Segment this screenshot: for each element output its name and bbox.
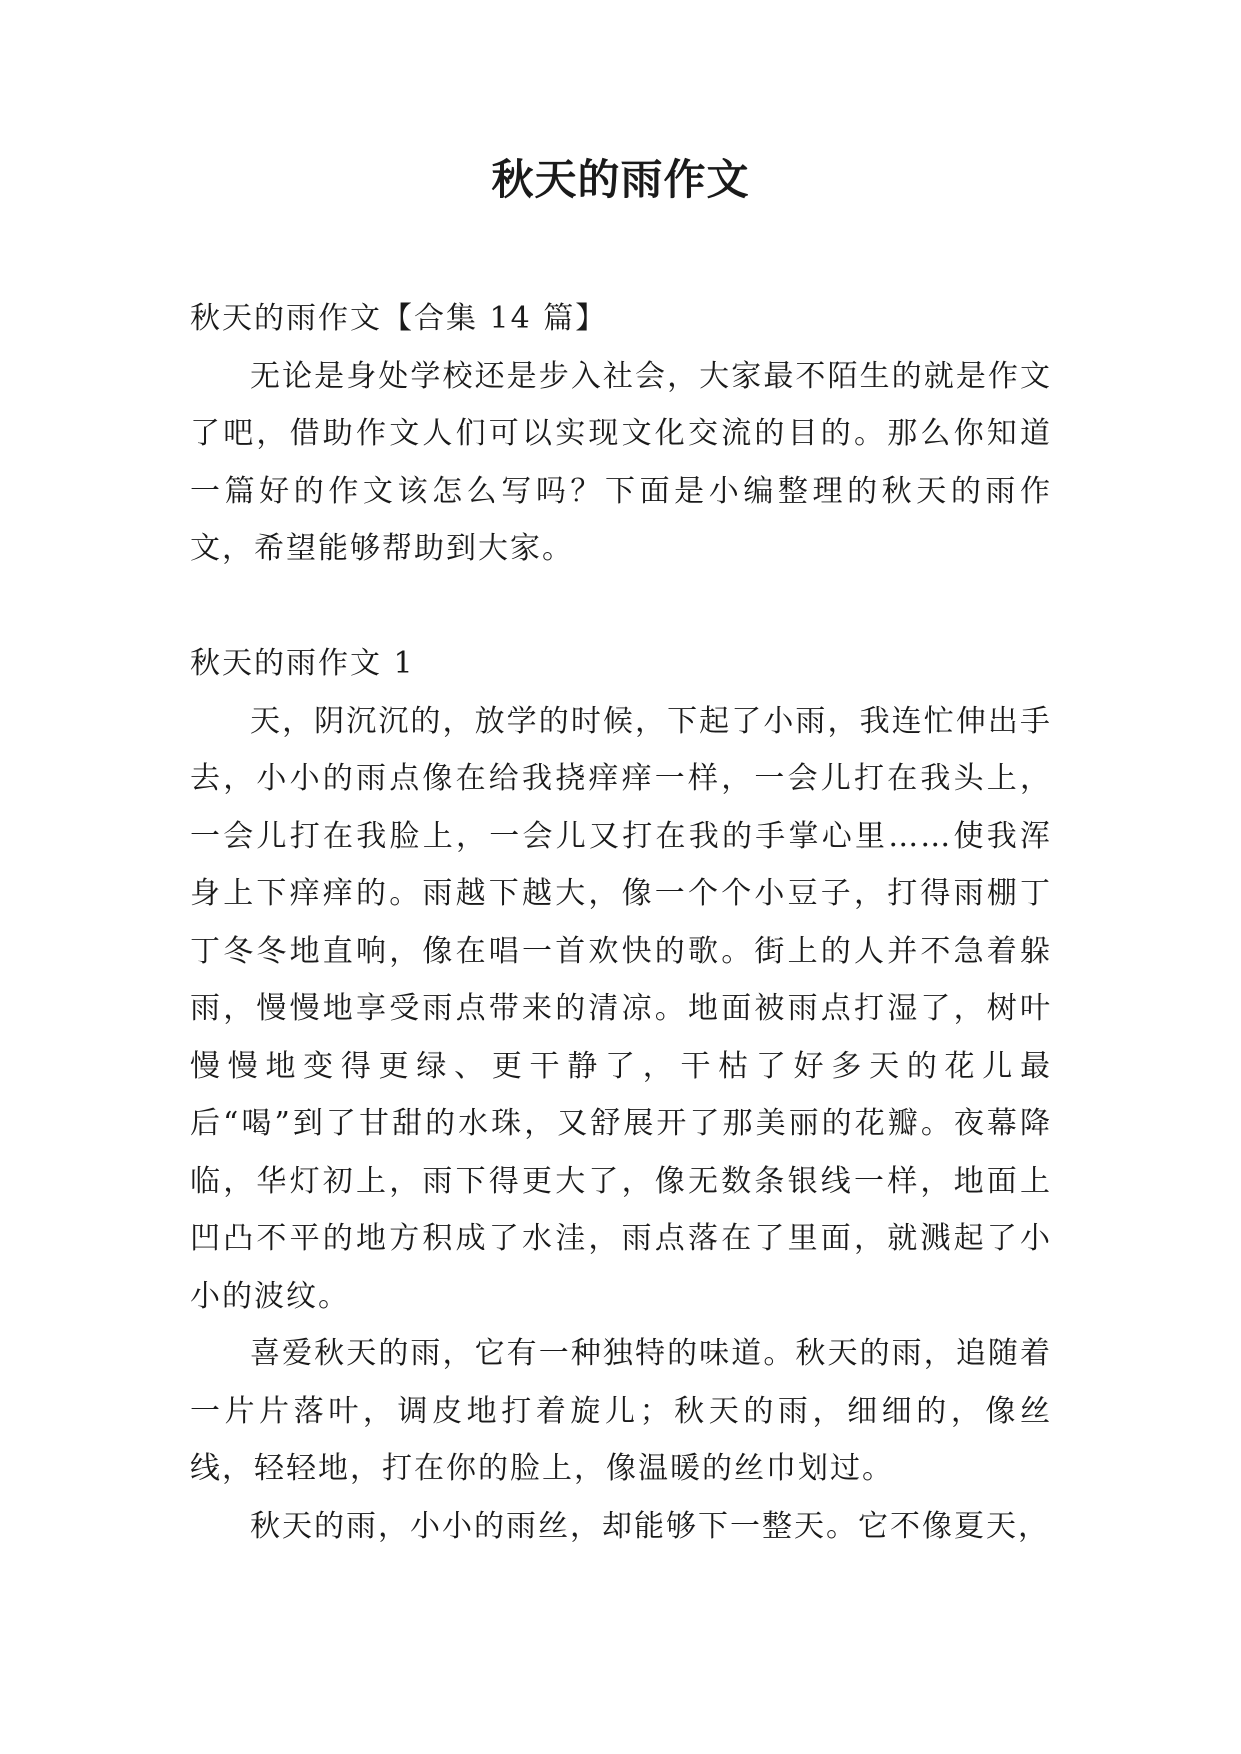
collection-heading: 秋天的雨作文【合集 14 篇】 [190,301,608,336]
document-title: 秋天的雨作文 [491,155,750,204]
essay-heading: 秋天的雨作文 1 [190,646,415,681]
essay-paragraph: 喜爱秋天的雨，它有一种独特的味道。秋天的雨，追随着一片片落叶，调皮地打着旋儿；秋天的雨，细细的，像丝线，轻轻地，打在你的脸上，像温暖的丝巾划过。 [190,1336,1052,1486]
document-body [190,290,1052,1555]
intro-paragraph: 无论是身处学校还是步入社会，大家最不陌生的就是作文了吧，借助作文人们可以实现文化交流的目的。那么你知道一篇好的作文该怎么写吗？下面是小编整理的秋天的雨作文，希望能够帮助到大家。 [190,358,1052,566]
section-spacer [190,578,1052,636]
essay-paragraph: 天，阴沉沉的，放学的时候，下起了小雨，我连忙伸出手去，小小的雨点像在给我挠痒痒一样，一会儿打在我头上，一会儿打在我脸上，一会儿又打在我的手掌心里……使我浑身上下痒痒的。雨越下越大，像一个个小豆子，打得雨棚丁丁冬冬地直响，像在唱一首欢快的歌。街上的人并不急着躲雨，慢慢地享受雨点带来的清凉。地面被雨点打湿了，树叶慢慢地变得更绿、更干静了，干枯了好多天的花儿最后“喝”到了甘甜的水珠，又舒展开了那美丽的花瓣。夜幕降临，华灯初上，雨下得更大了，像无数条银线一样，地面上凹凸不平的地方积成了水洼，雨点落在了里面，就溅起了小小的波纹。 [190,703,1052,1314]
essay-paragraph: 秋天的雨，小小的雨丝，却能够下一整天。它不像夏天， [250,1508,1050,1544]
